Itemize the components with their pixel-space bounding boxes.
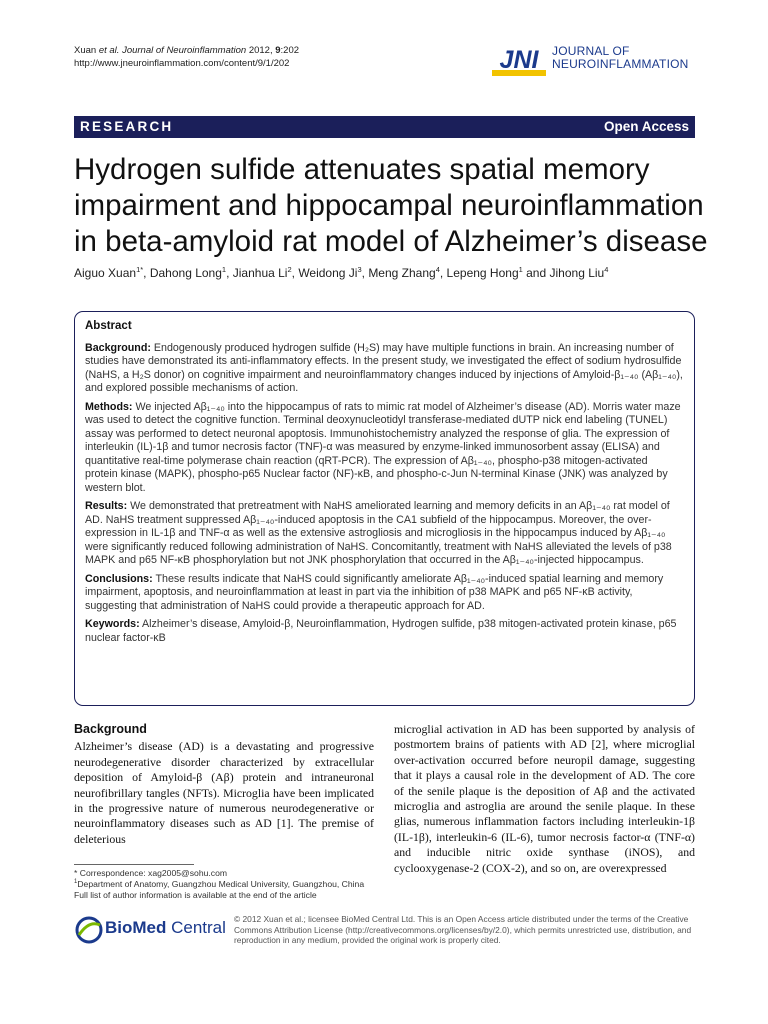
author-name: Meng Zhang [368,266,436,280]
affiliation-note [74,879,384,890]
article-type-band [74,116,695,138]
author-affiliation-sup: 1* [136,265,144,274]
body-text-left: Alzheimer’s disease (AD) is a devastating and progressive neurodegenerative disorder characterized by extracellular deposition of Amyloid-β (Aβ) protein and intraneuronal neurofibrillary tangles (NFTs). Microglia have been implicated in the progressive nature of numerous neurodegenerative or neuroinflammatory diseases such as AD [1]. The premise of deleterious [74,739,374,846]
keywords-label: Keywords: [85,618,140,630]
body-column-right [394,722,695,876]
citation-etal: et al. [98,45,120,56]
conclusions-text: These results indicate that NaHS could significantly ameliorate Aβ₁₋₄₀-induced spatial learning and memory impairment, apoptosis, and neuroinflammation at least in part via the inhibition of p38 MAPK and p65 NF-κB activity, suggesting that administration of NaHS could provide a therapeutic approach for AD. [85,572,664,612]
article-type-label: RESEARCH [80,119,174,134]
background-text: Endogenously produced hydrogen sulfide (H₂S) may have multiple functions in brain. An increasing number of studies have demonstrated its anti-inflammatory effects. In the present study, we investigated the effect of sodium hydrosulfide (NaHS, a H₂S donor) on cognitive impairment and neuroinflammatory changes induced by injections of Amyloid-β₁₋₄₀ (Aβ₁₋₄₀), and explored possible mechanisms of action. [85,341,683,394]
full-list-note: Full list of author information is available at the end of the article [74,890,317,901]
author-name: Dahong Long [149,266,222,280]
journal-logo [492,44,702,84]
keywords-text: Alzheimer’s disease, Amyloid-β, Neuroinflammation, Hydrogen sulfide, p38 mitogen-activated protein kinase, p65 nuclear factor-κB [85,618,677,644]
abstract-background [85,342,683,396]
author-affiliation-sup: 1 [518,265,523,274]
abstract-keywords [85,618,683,645]
biomed-central-logo [74,912,234,948]
author-name: Lepeng Hong [446,266,519,280]
section-heading-background: Background [74,722,147,736]
results-label: Results: [85,500,128,512]
biomed-word: BioMed [105,918,167,937]
abstract-methods [85,401,683,496]
author-list: Aiguo Xuan$^{1*}$, Dahong Long$^1$, Jianhua Li$^2$, Weidong Ji$^3$, Meng Zhang$^4$, Lepeng Hong$^1$ and Jihong Liu$^4$ [74,265,609,280]
body-column-left [74,722,374,847]
methods-text: We injected Aβ₁₋₄₀ into the hippocampus of rats to mimic rat model of Alzheimer’s disease (AD). Morris water maze was used to detect the cognitive function. Terminal deoxynucleotidyl transferase-mediated dUTP nick end labeling (TUNEL) assay was performed to detect neuronal apoptosis. Immunohistochemistry analyzed the response of glia. The expression of interleukin (IL)-1β and tumor necrosis factor (TNF)-α was measured by enzyme-linked immunosorbent assay (ELISA) and quantitative real-time polymerase chain reaction (qRT-PCR). The expression of Aβ₁₋₄₀, phospho-p38 mitogen-activated protein kinase (MAPK), phospho-p65 Nuclear factor (NF)-κB, and phospho-c-Jun N-terminal Kinase (JNK) was analyzed by western blot. [85,400,681,494]
citation-authors: Xuan [74,45,97,56]
citation-year: 2012, [248,45,273,56]
abstract-conclusions [85,573,683,614]
methods-label: Methods: [85,400,133,413]
logo-line-2: NEUROINFLAMMATION [552,57,689,71]
author-affiliation-sup: 3 [357,265,362,274]
author-name: Weidong Ji [298,266,358,280]
citation-header [74,44,299,70]
abstract-heading: Abstract [85,320,132,332]
logo-journal-name [552,45,689,71]
correspondence-note: * Correspondence: xag2005@sohu.com [74,868,228,878]
central-word: Central [166,918,226,937]
conclusions-label: Conclusions: [85,572,153,585]
license-statement: © 2012 Xuan et al.; licensee BioMed Central Ltd. This is an Open Access article distributed under the terms of the Creative Commons Attribution License (http://creativecommons.org/licenses/by/2.0), which permits unrestricted use, distribution, and reproduction in any medium, provided the original work is properly cited. [234,914,692,946]
results-text: We demonstrated that pretreatment with NaHS ameliorated learning and memory deficits in an Aβ₁₋₄₀ rat model of AD. NaHS treatment suppressed Aβ₁₋₄₀-induced apoptosis in the CA1 subfield of the hippocampus. Moreover, the over-expression in IL-1β and TNF-α as well as the extensive astrogliosis and microgliosis in the hippocampus induced by Aβ₁₋₄₀ were significantly reduced following administration of NaHS. Concomitantly, treatment with NaHS alleviated the levels of p38 MAPK and p65 NF-κB phosphorylation but not JNK phosphorylation that occurred in the Aβ₁₋₄₀-injected hippocampus. [85,500,672,566]
abstract-content [85,320,683,650]
affiliation-sup: 1 [74,879,78,886]
author-name: Jihong Liu [549,266,605,280]
background-label: Background: [85,341,151,354]
abstract-box [74,311,695,706]
biomed-central-wordmark [105,918,226,938]
footnotes [74,868,384,902]
author-affiliation-sup: 2 [287,265,292,274]
citation-volume: 9 [275,45,281,56]
open-access-label: Open Access [603,119,689,134]
author-affiliation-sup: 4 [604,265,609,274]
citation-article: :202 [280,45,300,56]
affiliation-text: Department of Anatomy, Guangzhou Medical University, Guangzhou, China [77,879,365,890]
author-affiliation-sup: 1 [221,265,227,274]
logo-line-1: JOURNAL OF [552,44,630,58]
author-name: Aiguo Xuan [74,266,137,280]
article-title: Hydrogen sulfide attenuates spatial memory impairment and hippocampal neuroinflammation in beta-amyloid rat model of Alzheimer’s disease [74,153,708,258]
jni-logo-icon [492,44,546,78]
citation-line [74,44,299,57]
author-affiliation-sup: 4 [435,265,440,274]
abstract-results [85,500,683,568]
biomed-swoosh-icon [74,915,104,945]
footnote-divider [74,864,194,865]
logo-mark-text: JNI [499,46,539,74]
author-name: Jianhua Li [232,266,288,280]
citation-url[interactable]: http://www.jneuroinflammation.com/content/9/1/202 [74,58,290,69]
citation-journal: Journal of Neuroinflammation [122,45,247,56]
body-text-right: microglial activation in AD has been supported by analysis of postmortem brains of patients with AD [2], where microglial over-activation occurred before neuropil damage, suggesting that it plays a causal role in the development of AD. The core of the senile plaque is the deposition of Aβ and the activated microglia and astroglia are around the senile plaque. In these glias, numerous inflammation factors including interleukin-1β (IL-1β), interleukin-6 (IL-6), tumor necrosis factor-α (TNF-α) and inducible nitric oxide synthase (iNOS), and cyclooxygenase-2 (COX-2), and so on, are overexpressed [394,722,695,875]
